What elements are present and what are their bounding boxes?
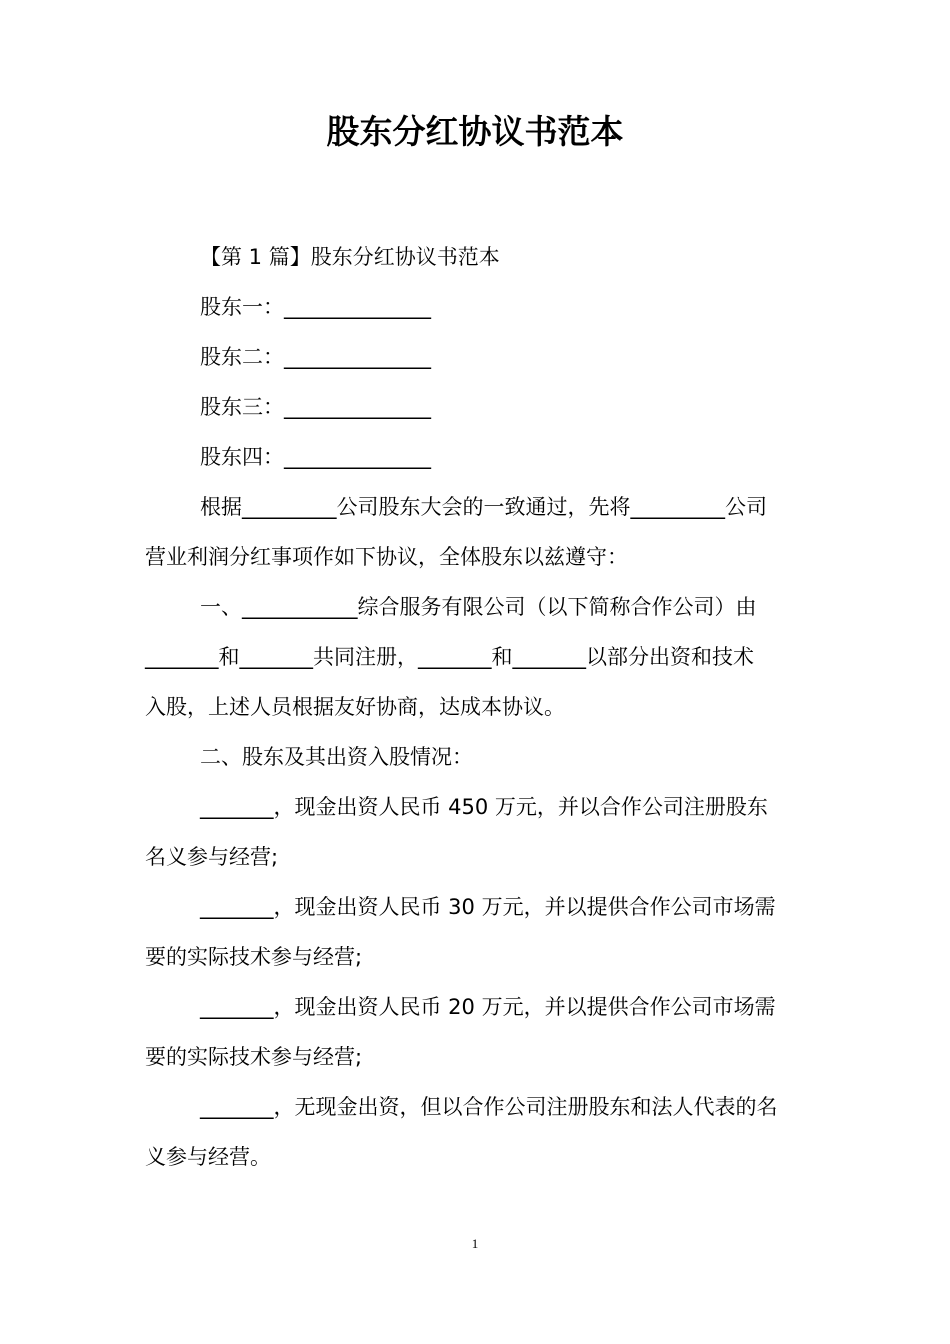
- contribution-2-line-2: 要的实际技术参与经营;: [145, 945, 363, 969]
- paragraph-intro-line-1: 根据_________公司股东大会的一致通过，先将_________公司: [200, 495, 767, 519]
- section-heading: 【第 1 篇】股东分红协议书范本: [200, 245, 500, 269]
- clause-1-line-1: 一、___________综合服务有限公司（以下简称合作公司）由: [200, 595, 757, 619]
- clause-2-heading: 二、股东及其出资入股情况：: [200, 745, 473, 769]
- contribution-4-line-2: 义参与经营。: [145, 1145, 271, 1169]
- shareholder-2-line: 股东二：______________: [200, 345, 431, 369]
- document-title: 股东分红协议书范本: [326, 112, 624, 151]
- clause-1-line-2: _______和_______共同注册，_______和_______以部分出资和技术: [145, 645, 754, 669]
- clause-1-line-3: 入股，上述人员根据友好协商，达成本协议。: [145, 695, 565, 719]
- contribution-4-line-1: _______，无现金出资，但以合作公司注册股东和法人代表的名: [200, 1095, 778, 1119]
- contribution-1-line-2: 名义参与经营;: [145, 845, 279, 869]
- shareholder-4-line: 股东四：______________: [200, 445, 431, 469]
- contribution-1-line-1: _______，现金出资人民币 450 万元，并以合作公司注册股东: [200, 795, 768, 819]
- shareholder-1-line: 股东一：______________: [200, 295, 431, 319]
- shareholder-3-line: 股东三：______________: [200, 395, 431, 419]
- page-number: 1: [471, 1236, 479, 1251]
- paragraph-intro-line-2: 营业利润分红事项作如下协议，全体股东以兹遵守：: [145, 545, 628, 569]
- contribution-3-line-1: _______，现金出资人民币 20 万元，并以提供合作公司市场需: [200, 995, 776, 1019]
- contribution-2-line-1: _______，现金出资人民币 30 万元，并以提供合作公司市场需: [200, 895, 776, 919]
- contribution-3-line-2: 要的实际技术参与经营;: [145, 1045, 363, 1069]
